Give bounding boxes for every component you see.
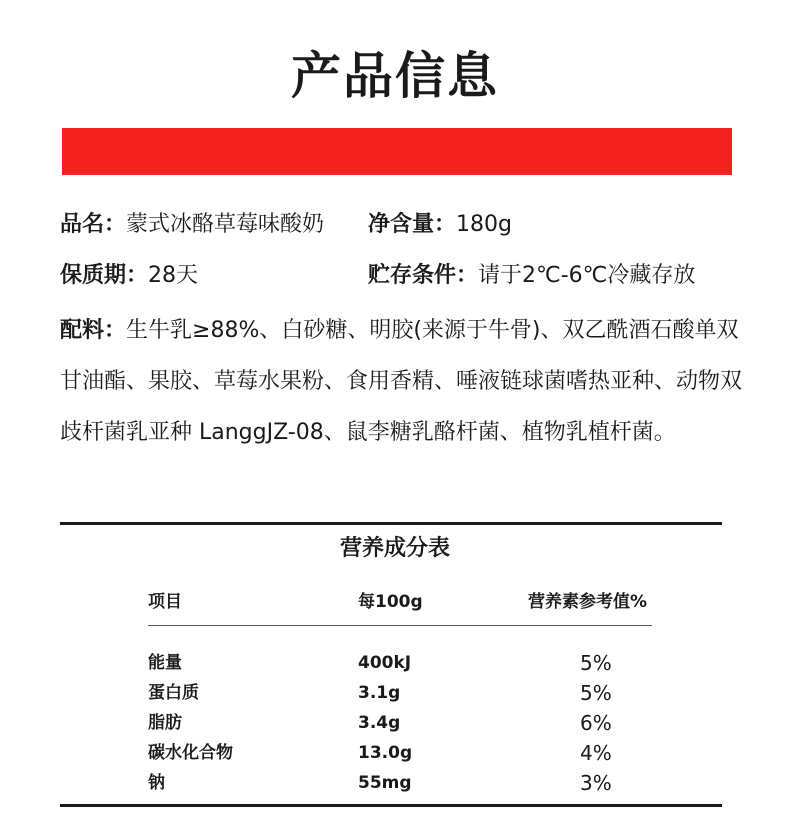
net-content-value: 180g (456, 212, 512, 237)
row-nrv: 6% (580, 711, 612, 735)
info-row-shelf (60, 261, 198, 291)
row-nrv: 3% (580, 771, 612, 795)
row-item: 钠 (148, 773, 165, 793)
shelf-life-label: 保质期： (60, 263, 149, 288)
product-name-label: 品名： (60, 212, 127, 237)
header-nrv: 营养素参考值% (528, 592, 648, 612)
page-title: 产品信息 (291, 47, 499, 105)
storage-value: 请于2℃-6℃冷藏存放 (478, 263, 696, 288)
nutrition-title: 营养成分表 (339, 536, 450, 561)
storage-label: 贮存条件： (368, 263, 479, 288)
header-item: 项目 (148, 592, 182, 612)
ingredients-value: 生牛乳≥88%、白砂糖、明胶(来源于牛骨)、双乙酰酒石酸单双甘油酯、果胶、草莓水果粉、食用香精、唾液链球菌嗜热亚种、动物双歧杆菌乳亚种 LanggJZ-08、鼠李糖乳酪杆菌、植物乳植杆菌。 (60, 318, 743, 445)
row-item: 蛋白质 (148, 683, 199, 703)
row-nrv: 5% (580, 651, 612, 675)
header-per100g: 每100g (358, 592, 423, 612)
net-content-label: 净含量： (368, 212, 457, 237)
ingredients (60, 305, 750, 458)
info-row-net (368, 210, 512, 240)
info-row-name (60, 210, 324, 240)
row-amount: 3.4g (358, 713, 401, 733)
row-item: 碳水化合物 (148, 743, 233, 763)
row-amount: 55mg (358, 773, 412, 793)
header-divider (148, 625, 652, 626)
row-item: 脂肪 (148, 713, 182, 733)
row-nrv: 4% (580, 741, 612, 765)
ingredients-label: 配料： (60, 318, 127, 343)
row-nrv: 5% (580, 681, 612, 705)
shelf-life-value: 28天 (148, 263, 199, 288)
row-amount: 13.0g (358, 743, 413, 763)
table-top-rule (60, 522, 722, 525)
row-item: 能量 (148, 653, 182, 673)
product-name-value: 蒙式冰酪草莓味酸奶 (126, 212, 325, 237)
table-bottom-rule (60, 804, 722, 807)
row-amount: 400kJ (358, 653, 412, 673)
red-banner (62, 128, 732, 175)
row-amount: 3.1g (358, 683, 401, 703)
info-row-storage (368, 261, 695, 291)
